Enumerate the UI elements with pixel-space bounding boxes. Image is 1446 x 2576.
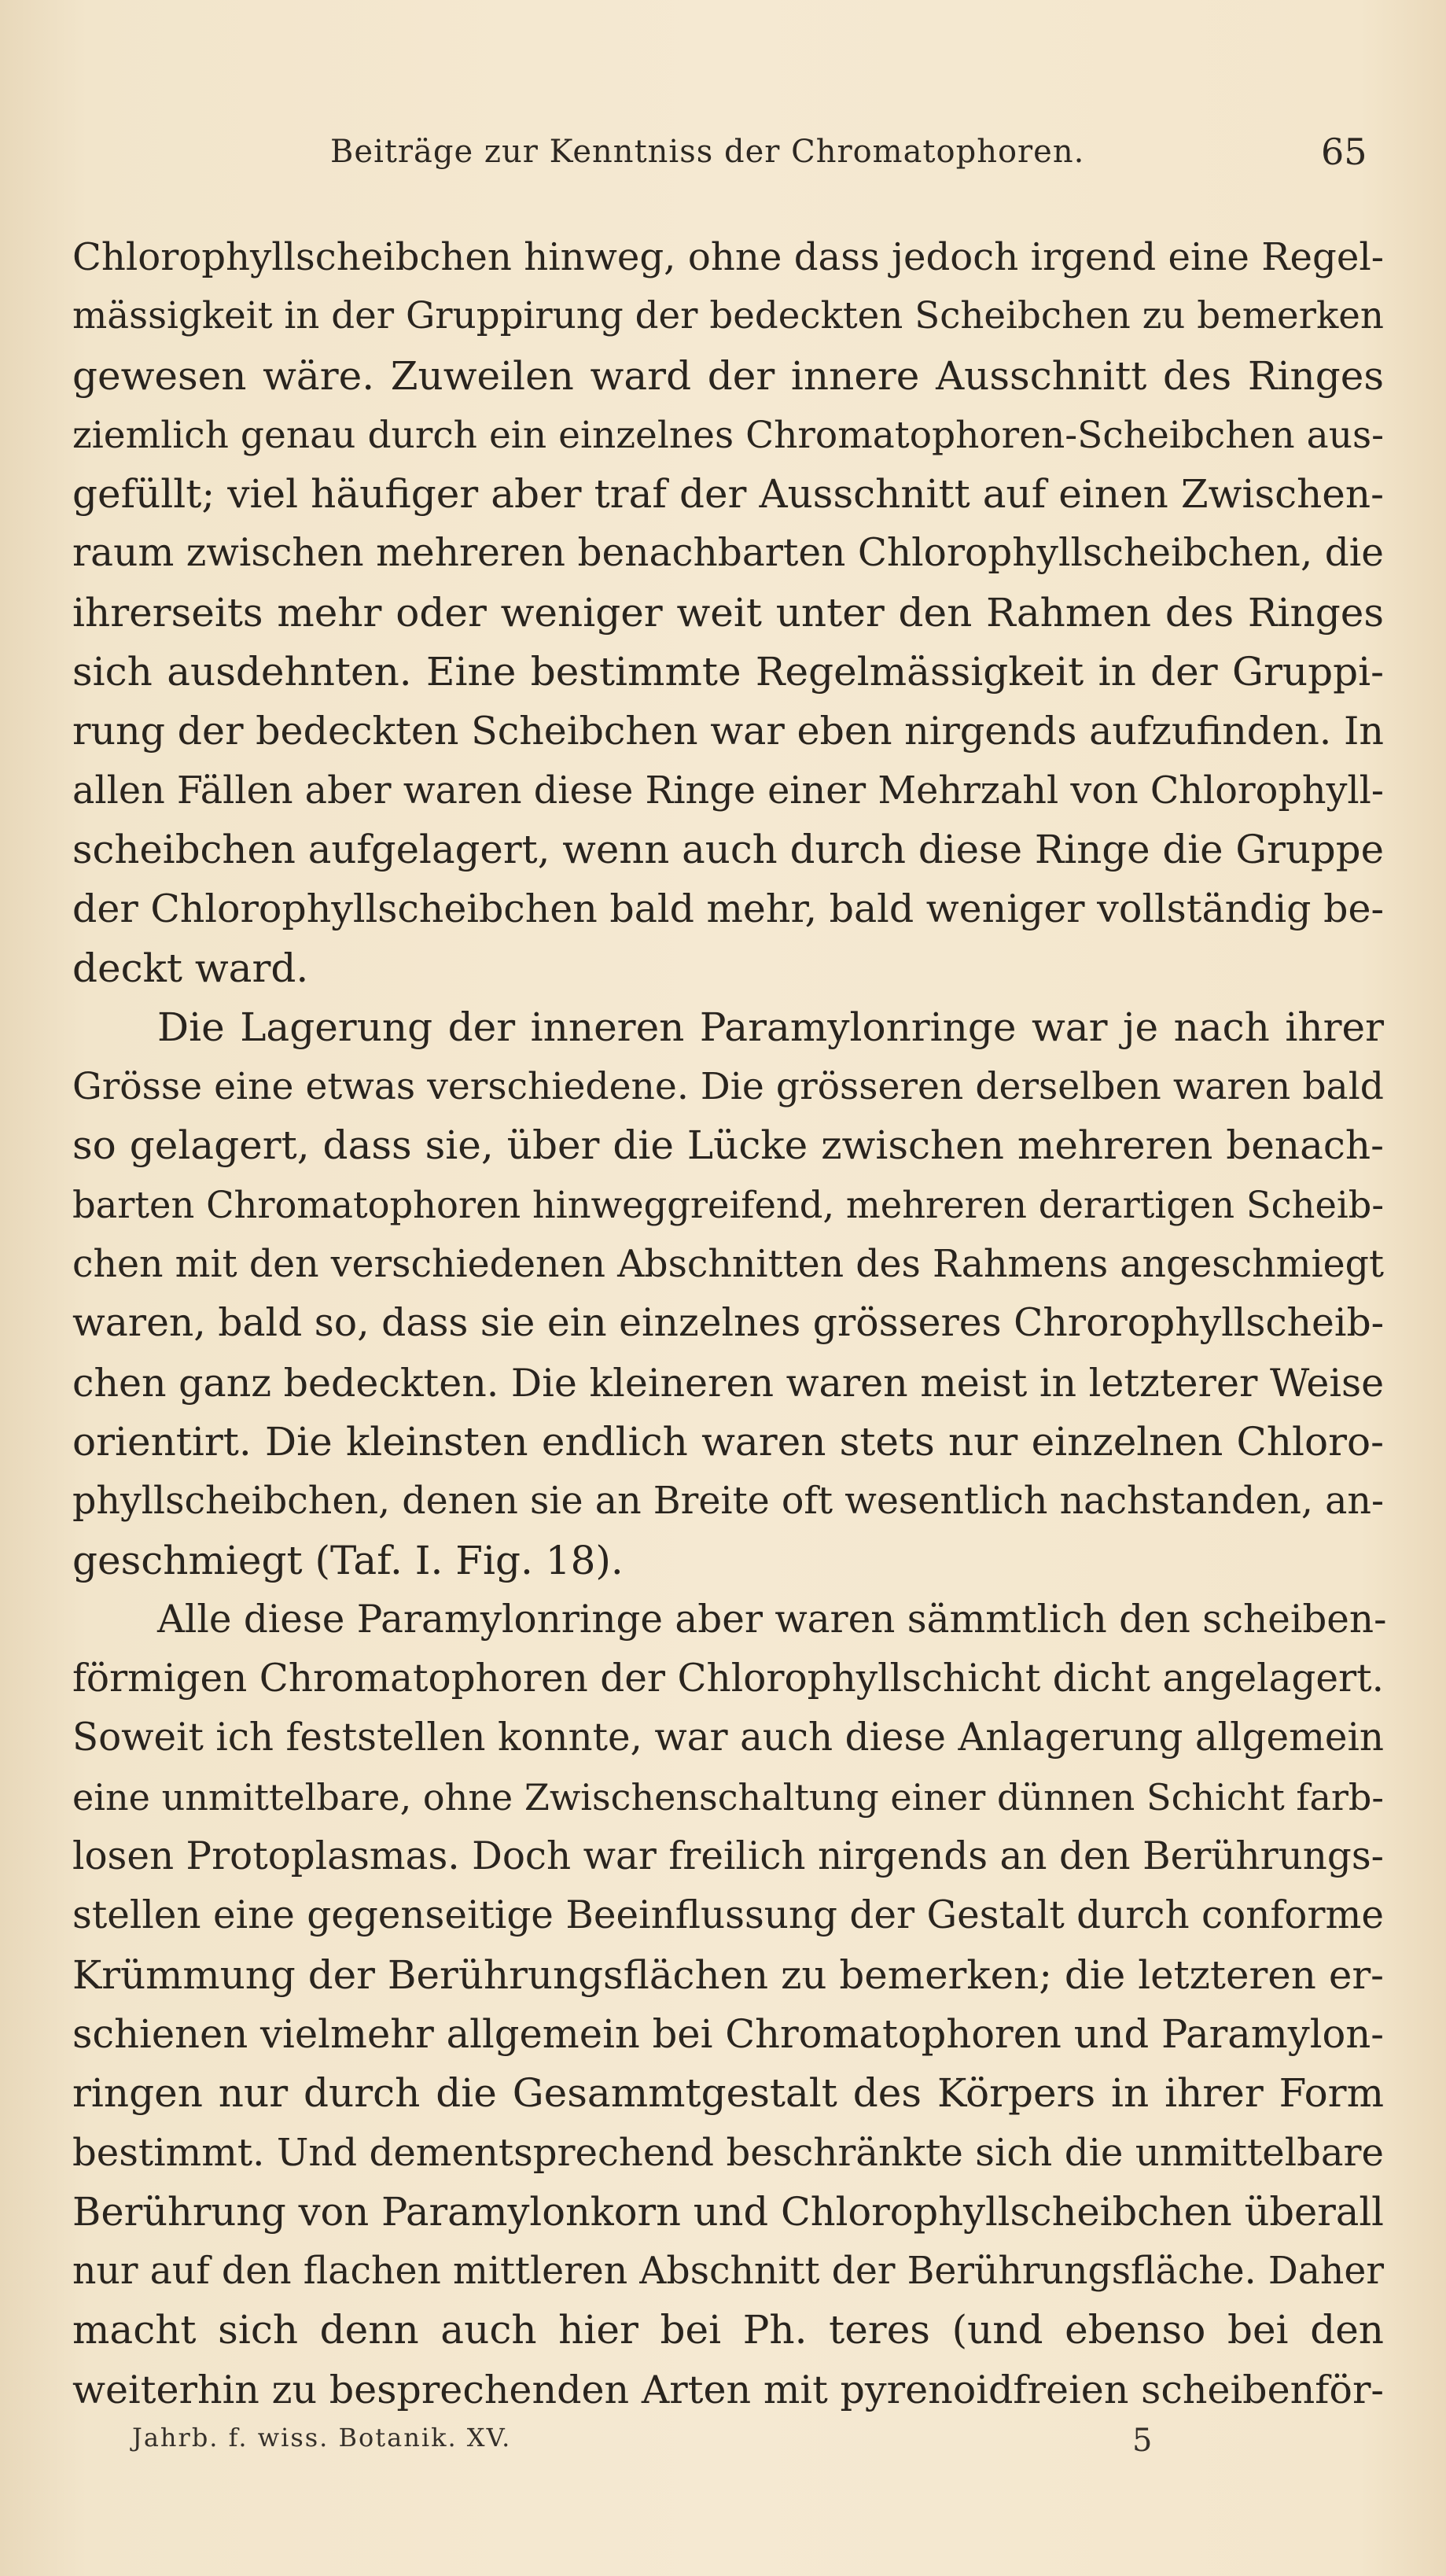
text-line: allen Fällen aber waren diese Ringe einer Mehrzahl von Chlorophyll- (72, 768, 1384, 813)
text-line: förmigen Chromatophoren der Chlorophyllschicht dicht angelagert. (72, 1657, 1384, 1701)
text-line: geschmiegt (Taf. I. Fig. 18). (72, 1537, 624, 1583)
text-line: ringen nur durch die Gesammtgestalt des Körpers in ihrer Form (72, 2070, 1384, 2117)
text-line: Die Lagerung der inneren Paramylonringe war je nach ihrer (157, 1004, 1384, 1050)
text-line: Alle diese Paramylonringe aber waren sämmtlich den scheiben- (157, 1597, 1387, 1642)
running-head: Beiträge zur Kenntniss der Chromatophoren. (330, 134, 1085, 170)
text-line: bestimmt. Und dementsprechend beschränkte sich die unmittelbare (72, 2130, 1384, 2175)
text-line: gewesen wäre. Zuweilen ward der innere Ausschnitt des Ringes (72, 352, 1384, 399)
text-line: stellen eine gegenseitige Beeinflussung der Gestalt durch conforme (72, 1893, 1384, 1938)
text-line: Krümmung der Berührungsflächen zu bemerken; die letzteren er- (72, 1951, 1384, 1998)
page-number: 65 (1321, 131, 1367, 173)
text-line: chen mit den verschiedenen Abschnitten des Rahmens angeschmiegt (72, 1243, 1384, 1287)
text-line: gefüllt; viel häufiger aber traf der Ausschnitt auf einen Zwischen- (72, 471, 1384, 518)
text-line: Chlorophyllscheibchen hinweg, ohne dass jedoch irgend eine Regel- (72, 235, 1384, 279)
text-line: phyllscheibchen, denen sie an Breite oft wesentlich nachstanden, an- (72, 1480, 1384, 1524)
text-line: raum zwischen mehreren benachbarten Chlorophyllscheibchen, die (72, 531, 1384, 576)
text-line: orientirt. Die kleinsten endlich waren stets nur einzelnen Chloro- (72, 1418, 1384, 1465)
text-line: der Chlorophyllscheibchen bald mehr, bald weniger vollständig be- (72, 886, 1384, 932)
text-line: Berührung von Paramylonkorn und Chlorophyllscheibchen überall (72, 2188, 1384, 2235)
text-line: deckt ward. (72, 945, 309, 991)
text-line: waren, bald so, dass sie ein einzelnes grösseres Chrorophyllscheib- (72, 1301, 1385, 1346)
journal-signature: Jahrb. f. wiss. Botanik. XV. (132, 2423, 512, 2453)
text-line: ihrerseits mehr oder weniger weit unter den Rahmen des Ringes (72, 589, 1384, 636)
text-line: Soweit ich feststellen konnte, war auch diese Anlagerung allgemein (72, 1715, 1384, 1760)
text-line: so gelagert, dass sie, über die Lücke zwischen mehreren benach- (72, 1122, 1384, 1169)
text-line: eine unmittelbare, ohne Zwischenschaltung einer dünnen Schicht farb- (72, 1775, 1384, 1819)
text-line: macht sich denn auch hier bei Ph. teres (und ebenso bei den (72, 2307, 1384, 2353)
text-line: scheibchen aufgelagert, wenn auch durch diese Ringe die Gruppe (72, 826, 1384, 872)
text-line: ziemlich genau durch ein einzelnes Chromatophoren-Scheibchen aus- (72, 413, 1384, 457)
text-line: weiterhin zu besprechenden Arten mit pyrenoidfreien scheibenför- (72, 2366, 1384, 2412)
text-line: chen ganz bedeckten. Die kleineren waren meist in letzterer Weise (72, 1360, 1385, 1406)
text-line: losen Protoplasmas. Doch war freilich nirgends an den Berührungs- (72, 1834, 1384, 1879)
text-line: nur auf den flachen mittleren Abschnitt der Berührungsfläche. Daher (72, 2250, 1384, 2294)
sheet-signature: 5 (1132, 2423, 1153, 2459)
text-line: mässigkeit in der Gruppirung der bedeckten Scheibchen zu bemerken (72, 295, 1384, 338)
text-line: barten Chromatophoren hinweggreifend, mehreren derartigen Scheib- (72, 1183, 1384, 1226)
text-line: Grösse eine etwas verschiedene. Die grösseren derselben waren bald (72, 1065, 1384, 1109)
text-line: schienen vielmehr allgemein bei Chromatophoren und Paramylon- (72, 2010, 1384, 2057)
text-line: rung der bedeckten Scheibchen war eben nirgends aufzufinden. In (72, 708, 1384, 754)
body-text (72, 228, 1387, 2419)
text-line: sich ausdehnten. Eine bestimmte Regelmässigkeit in der Gruppi- (72, 649, 1384, 695)
